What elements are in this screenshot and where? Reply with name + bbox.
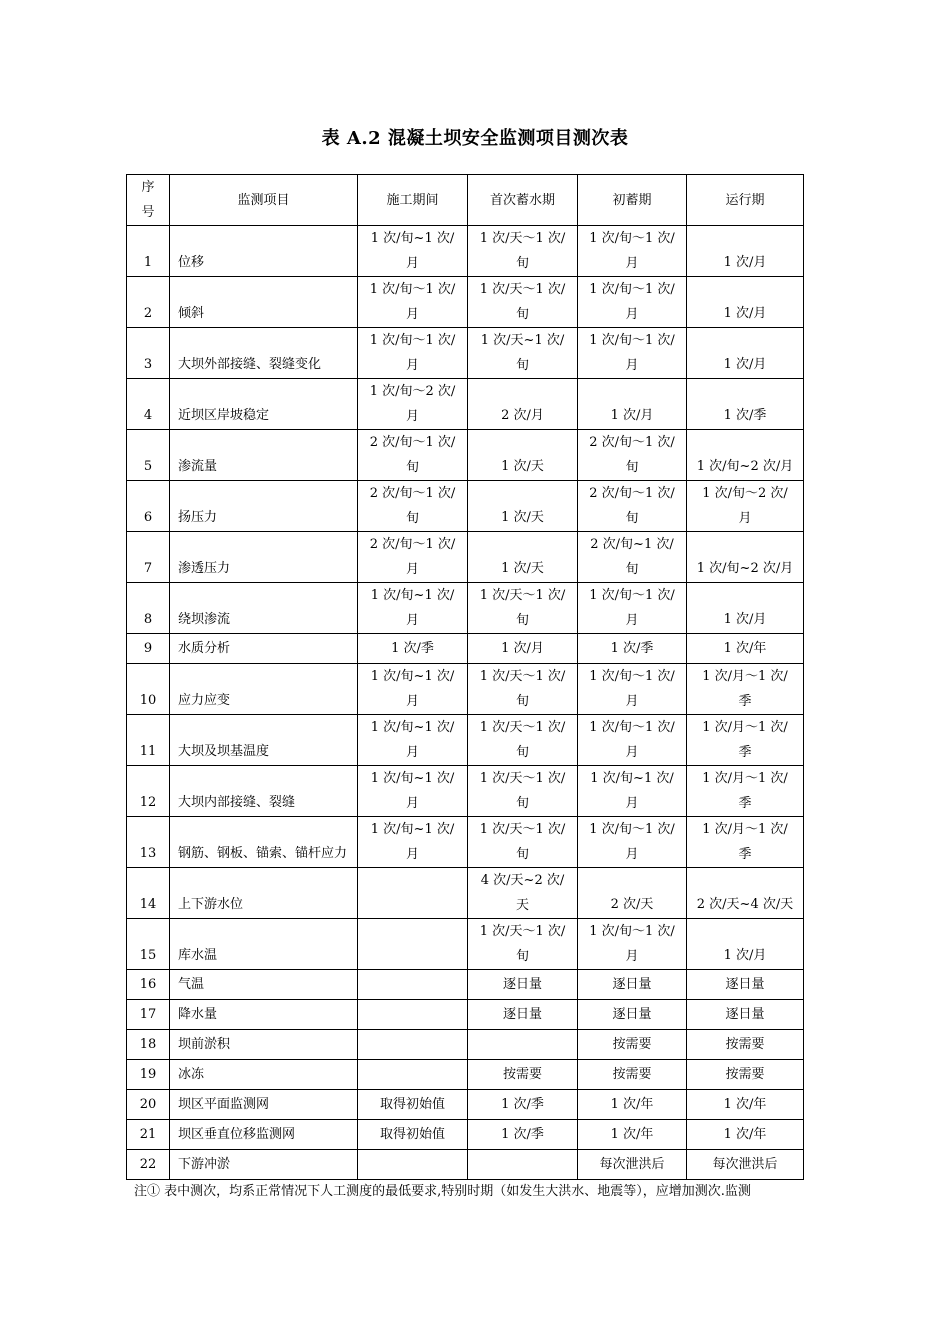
monitoring-item: 应力应变	[170, 664, 358, 715]
first-filling-frequency	[468, 766, 578, 817]
monitoring-item: 钢筋、钢板、锚索、锚杆应力	[170, 817, 358, 868]
initial-storage-frequency-line1: 2 次/旬～1 次/	[589, 486, 675, 501]
initial-storage-frequency-line2: 月	[625, 796, 639, 811]
construction-frequency-line1: 1 次/旬~1 次/	[370, 588, 455, 603]
table-row	[127, 664, 804, 715]
construction-frequency-line1: 2 次/旬～1 次/	[369, 435, 456, 450]
header-initial-storage: 初蓄期	[578, 175, 687, 226]
operation-frequency-value: 1 次/年	[723, 1127, 767, 1142]
initial-storage-frequency-line1: 2 次/旬～1 次/	[589, 435, 675, 450]
table-row	[127, 766, 804, 817]
initial-storage-frequency-line1: 1 次/旬～1 次/	[589, 924, 675, 939]
monitoring-item: 扬压力	[170, 481, 358, 532]
table-row	[127, 1120, 804, 1150]
first-filling-frequency-value: 逐日量	[502, 977, 542, 992]
table-row	[127, 817, 804, 868]
row-index: 2	[127, 277, 170, 328]
operation-frequency-line2: 季	[738, 847, 752, 862]
construction-frequency	[358, 1120, 468, 1150]
table-title: 表 A.2 混凝土坝安全监测项目测次表	[321, 128, 629, 149]
first-filling-frequency-line1: 1 次/天～1 次/	[479, 924, 566, 939]
monitoring-item: 坝区平面监测网	[170, 1090, 358, 1120]
first-filling-frequency	[468, 715, 578, 766]
construction-frequency-line1: 2 次/旬～1 次/	[369, 486, 456, 501]
first-filling-frequency-value: 1 次/季	[501, 1127, 544, 1142]
construction-frequency-line2: 旬	[405, 460, 419, 475]
first-filling-frequency	[468, 226, 578, 277]
first-filling-frequency-value: 逐日量	[502, 1007, 542, 1022]
construction-frequency	[358, 1030, 468, 1060]
construction-frequency-line2: 月	[405, 613, 419, 628]
first-filling-frequency-line2: 天	[515, 898, 529, 913]
header-index-line2: 号	[141, 205, 155, 220]
operation-frequency-line1: 1 次/月～1 次/	[702, 771, 788, 786]
initial-storage-frequency-line1: 1 次/旬～1 次/	[589, 588, 675, 603]
table-row	[127, 715, 804, 766]
first-filling-frequency-line2: 旬	[515, 613, 529, 628]
operation-frequency	[687, 532, 804, 583]
operation-frequency-value: 1 次/年	[723, 1097, 767, 1112]
monitoring-item: 降水量	[170, 1000, 358, 1030]
construction-frequency-line1: 1 次/旬~1 次/	[370, 822, 455, 837]
construction-frequency	[358, 1000, 468, 1030]
initial-storage-frequency	[578, 664, 687, 715]
initial-storage-frequency	[578, 715, 687, 766]
construction-frequency	[358, 379, 468, 430]
operation-frequency-value: 2 次/天~4 次/天	[696, 897, 794, 912]
construction-frequency-value: 取得初始值	[379, 1127, 445, 1142]
first-filling-frequency-line1: 4 次/天~2 次/	[480, 873, 565, 888]
construction-frequency-line2: 月	[405, 358, 419, 373]
first-filling-frequency	[468, 277, 578, 328]
first-filling-frequency-line1: 1 次/天～1 次/	[479, 669, 566, 684]
row-index: 16	[127, 970, 170, 1000]
initial-storage-frequency-line1: 1 次/旬～1 次/	[589, 231, 675, 246]
first-filling-frequency	[468, 919, 578, 970]
first-filling-frequency-value: 1 次/天	[501, 510, 544, 525]
first-filling-frequency-line2: 旬	[515, 796, 529, 811]
initial-storage-frequency	[578, 1090, 687, 1120]
table-row	[127, 868, 804, 919]
initial-storage-frequency-line1: 2 次/旬~1 次/	[590, 537, 674, 552]
monitoring-item: 坝区垂直位移监测网	[170, 1120, 358, 1150]
construction-frequency	[358, 715, 468, 766]
row-index: 6	[127, 481, 170, 532]
table-row	[127, 1030, 804, 1060]
construction-frequency-line1: 1 次/旬～1 次/	[369, 282, 456, 297]
initial-storage-frequency	[578, 583, 687, 634]
operation-frequency-value: 1 次/月	[723, 357, 767, 372]
initial-storage-frequency	[578, 226, 687, 277]
first-filling-frequency	[468, 1120, 578, 1150]
operation-frequency-value: 每次泄洪后	[712, 1157, 778, 1172]
operation-frequency-value: 1 次/旬~2 次/月	[696, 459, 794, 474]
table-row	[127, 481, 804, 532]
first-filling-frequency	[468, 379, 578, 430]
first-filling-frequency	[468, 634, 578, 664]
initial-storage-frequency	[578, 919, 687, 970]
first-filling-frequency	[468, 1060, 578, 1090]
operation-frequency-line2: 季	[738, 796, 752, 811]
table-row	[127, 919, 804, 970]
initial-storage-frequency-line2: 月	[625, 307, 639, 322]
initial-storage-frequency-value: 2 次/天	[610, 897, 654, 912]
construction-frequency	[358, 919, 468, 970]
construction-frequency-line2: 月	[405, 694, 419, 709]
initial-storage-frequency-value: 逐日量	[612, 977, 652, 992]
operation-frequency-line2: 季	[738, 745, 752, 760]
operation-frequency-line2: 月	[738, 511, 752, 526]
initial-storage-frequency	[578, 634, 687, 664]
first-filling-frequency	[468, 1150, 578, 1180]
construction-frequency-line1: 1 次/旬~1 次/	[370, 720, 455, 735]
operation-frequency	[687, 1120, 804, 1150]
initial-storage-frequency	[578, 481, 687, 532]
first-filling-frequency-line2: 旬	[515, 847, 529, 862]
construction-frequency	[358, 328, 468, 379]
operation-frequency	[687, 430, 804, 481]
construction-frequency	[358, 430, 468, 481]
first-filling-frequency	[468, 868, 578, 919]
operation-frequency-line2: 季	[738, 694, 752, 709]
initial-storage-frequency	[578, 817, 687, 868]
operation-frequency	[687, 715, 804, 766]
initial-storage-frequency	[578, 379, 687, 430]
footnote: 注① 表中测次，均系正常情况下人工测度的最低要求,特别时期（如发生大洪水、地震等），应增加测次.监测	[134, 1184, 751, 1199]
initial-storage-frequency	[578, 1120, 687, 1150]
table-row	[127, 328, 804, 379]
first-filling-frequency	[468, 817, 578, 868]
row-index: 1	[127, 226, 170, 277]
header-construction: 施工期间	[358, 175, 468, 226]
first-filling-frequency-line1: 1 次/天～1 次/	[479, 720, 566, 735]
first-filling-frequency-line2: 旬	[515, 694, 529, 709]
initial-storage-frequency-value: 按需要	[612, 1067, 652, 1082]
first-filling-frequency	[468, 1000, 578, 1030]
construction-frequency-line1: 1 次/旬~1 次/	[370, 231, 455, 246]
operation-frequency-line1: 1 次/月～1 次/	[702, 720, 788, 735]
operation-frequency	[687, 1000, 804, 1030]
monitoring-item: 库水温	[170, 919, 358, 970]
monitoring-item: 冰冻	[170, 1060, 358, 1090]
construction-frequency	[358, 766, 468, 817]
initial-storage-frequency	[578, 328, 687, 379]
first-filling-frequency-line2: 旬	[515, 256, 529, 271]
row-index: 15	[127, 919, 170, 970]
row-index: 13	[127, 817, 170, 868]
operation-frequency	[687, 277, 804, 328]
first-filling-frequency	[468, 583, 578, 634]
first-filling-frequency-value: 1 次/天	[501, 459, 544, 474]
operation-frequency	[687, 379, 804, 430]
initial-storage-frequency	[578, 430, 687, 481]
initial-storage-frequency-value: 逐日量	[612, 1007, 652, 1022]
first-filling-frequency-value: 1 次/季	[501, 1097, 544, 1112]
header-index-line1: 序	[141, 180, 155, 195]
initial-storage-frequency-line2: 月	[625, 847, 639, 862]
monitoring-item: 渗流量	[170, 430, 358, 481]
first-filling-frequency-value: 1 次/月	[501, 641, 544, 656]
construction-frequency	[358, 481, 468, 532]
monitoring-item: 上下游水位	[170, 868, 358, 919]
initial-storage-frequency	[578, 1060, 687, 1090]
construction-frequency	[358, 1060, 468, 1090]
table-row	[127, 226, 804, 277]
operation-frequency	[687, 328, 804, 379]
header-first-filling: 首次蓄水期	[468, 175, 578, 226]
first-filling-frequency	[468, 481, 578, 532]
initial-storage-frequency	[578, 277, 687, 328]
first-filling-frequency-line2: 旬	[515, 358, 529, 373]
operation-frequency-value: 逐日量	[725, 977, 765, 992]
operation-frequency	[687, 1090, 804, 1120]
initial-storage-frequency-value: 1 次/季	[610, 641, 654, 656]
initial-storage-frequency-value: 每次泄洪后	[599, 1157, 665, 1172]
monitoring-item: 位移	[170, 226, 358, 277]
first-filling-frequency-value: 按需要	[502, 1067, 542, 1082]
initial-storage-frequency-line2: 月	[625, 256, 639, 271]
row-index: 7	[127, 532, 170, 583]
construction-frequency-line1: 2 次/旬～1 次/	[369, 537, 456, 552]
row-index: 20	[127, 1090, 170, 1120]
table-row	[127, 1090, 804, 1120]
initial-storage-frequency-line2: 旬	[625, 511, 639, 526]
construction-frequency-value: 1 次/季	[391, 641, 434, 656]
construction-frequency	[358, 532, 468, 583]
first-filling-frequency	[468, 1030, 578, 1060]
table-row	[127, 277, 804, 328]
construction-frequency-line2: 旬	[405, 511, 419, 526]
table-row	[127, 532, 804, 583]
construction-frequency-line1: 1 次/旬～1 次/	[369, 333, 456, 348]
first-filling-frequency-line1: 1 次/天～1 次/	[479, 822, 566, 837]
table-row	[127, 634, 804, 664]
row-index: 19	[127, 1060, 170, 1090]
construction-frequency	[358, 970, 468, 1000]
construction-frequency-line2: 月	[405, 847, 419, 862]
table-row	[127, 583, 804, 634]
first-filling-frequency-line1: 1 次/天～1 次/	[479, 771, 566, 786]
first-filling-frequency-line1: 1 次/天～1 次/	[479, 588, 566, 603]
operation-frequency-value: 1 次/旬~2 次/月	[696, 561, 794, 576]
operation-frequency	[687, 634, 804, 664]
construction-frequency	[358, 583, 468, 634]
first-filling-frequency-line2: 旬	[515, 307, 529, 322]
initial-storage-frequency-line1: 1 次/旬～1 次/	[589, 720, 675, 735]
header-item: 监测项目	[170, 175, 358, 226]
row-index: 11	[127, 715, 170, 766]
initial-storage-frequency-line1: 1 次/旬～1 次/	[589, 333, 675, 348]
table-body	[127, 175, 804, 1180]
first-filling-frequency-line1: 1 次/天～1 次/	[479, 231, 566, 246]
table-row	[127, 970, 804, 1000]
first-filling-frequency-line1: 1 次/天～1 次/	[479, 282, 566, 297]
operation-frequency-value: 1 次/月	[723, 612, 767, 627]
initial-storage-frequency-value: 按需要	[612, 1037, 652, 1052]
operation-frequency-value: 逐日量	[725, 1007, 765, 1022]
construction-frequency	[358, 817, 468, 868]
construction-frequency	[358, 226, 468, 277]
operation-frequency-value: 按需要	[725, 1037, 765, 1052]
initial-storage-frequency	[578, 1030, 687, 1060]
construction-frequency-value: 取得初始值	[379, 1097, 445, 1112]
row-index: 18	[127, 1030, 170, 1060]
header-row	[127, 175, 804, 226]
row-index: 4	[127, 379, 170, 430]
initial-storage-frequency	[578, 868, 687, 919]
initial-storage-frequency-line2: 月	[625, 949, 639, 964]
initial-storage-frequency-line2: 月	[625, 613, 639, 628]
construction-frequency-line2: 月	[405, 307, 419, 322]
row-index: 14	[127, 868, 170, 919]
construction-frequency-line1: 1 次/旬~1 次/	[370, 669, 455, 684]
initial-storage-frequency-line2: 旬	[625, 460, 639, 475]
operation-frequency-value: 1 次/月	[723, 948, 767, 963]
initial-storage-frequency	[578, 970, 687, 1000]
operation-frequency	[687, 766, 804, 817]
operation-frequency-line1: 1 次/月～1 次/	[702, 822, 788, 837]
table-row	[127, 1000, 804, 1030]
construction-frequency	[358, 1090, 468, 1120]
row-index: 9	[127, 634, 170, 664]
table-row	[127, 379, 804, 430]
construction-frequency-line1: 1 次/旬～2 次/	[369, 384, 456, 399]
table-row	[127, 1060, 804, 1090]
monitoring-item: 下游冲淤	[170, 1150, 358, 1180]
initial-storage-frequency	[578, 1000, 687, 1030]
first-filling-frequency-line2: 旬	[515, 745, 529, 760]
initial-storage-frequency-line2: 旬	[625, 562, 639, 577]
initial-storage-frequency-line1: 1 次/旬~1 次/	[590, 771, 674, 786]
construction-frequency-line2: 月	[405, 745, 419, 760]
operation-frequency-line1: 1 次/月～1 次/	[702, 669, 788, 684]
initial-storage-frequency-value: 1 次/年	[610, 1127, 654, 1142]
operation-frequency	[687, 481, 804, 532]
row-index: 3	[127, 328, 170, 379]
table-row	[127, 1150, 804, 1180]
monitoring-item: 大坝外部接缝、裂缝变化	[170, 328, 358, 379]
first-filling-frequency	[468, 664, 578, 715]
monitoring-item: 坝前淤积	[170, 1030, 358, 1060]
first-filling-frequency-value: 1 次/天	[501, 561, 544, 576]
construction-frequency-line2: 月	[405, 256, 419, 271]
row-index: 21	[127, 1120, 170, 1150]
monitoring-item: 气温	[170, 970, 358, 1000]
operation-frequency	[687, 970, 804, 1000]
construction-frequency-line2: 月	[405, 796, 419, 811]
initial-storage-frequency-line1: 1 次/旬～1 次/	[589, 669, 675, 684]
monitoring-item: 大坝及坝基温度	[170, 715, 358, 766]
monitoring-item: 大坝内部接缝、裂缝	[170, 766, 358, 817]
initial-storage-frequency-line2: 月	[625, 694, 639, 709]
initial-storage-frequency-value: 1 次/月	[610, 408, 654, 423]
initial-storage-frequency-line2: 月	[625, 745, 639, 760]
construction-frequency	[358, 277, 468, 328]
first-filling-frequency-value: 2 次/月	[501, 408, 544, 423]
initial-storage-frequency	[578, 532, 687, 583]
first-filling-frequency-line2: 旬	[515, 949, 529, 964]
first-filling-frequency	[468, 1090, 578, 1120]
operation-frequency	[687, 817, 804, 868]
monitoring-item: 近坝区岸坡稳定	[170, 379, 358, 430]
operation-frequency-value: 1 次/季	[723, 408, 767, 423]
operation-frequency	[687, 583, 804, 634]
first-filling-frequency	[468, 430, 578, 481]
initial-storage-frequency-line1: 1 次/旬～1 次/	[589, 282, 675, 297]
row-index: 22	[127, 1150, 170, 1180]
construction-frequency	[358, 1150, 468, 1180]
operation-frequency-value: 1 次/年	[723, 641, 767, 656]
operation-frequency	[687, 868, 804, 919]
row-index: 5	[127, 430, 170, 481]
operation-frequency-line1: 1 次/旬～2 次/	[702, 486, 788, 501]
construction-frequency	[358, 664, 468, 715]
monitoring-item: 渗透压力	[170, 532, 358, 583]
row-index: 8	[127, 583, 170, 634]
row-index: 10	[127, 664, 170, 715]
initial-storage-frequency-value: 1 次/年	[610, 1097, 654, 1112]
operation-frequency-value: 按需要	[725, 1067, 765, 1082]
operation-frequency	[687, 664, 804, 715]
first-filling-frequency	[468, 970, 578, 1000]
construction-frequency-line2: 月	[405, 409, 419, 424]
initial-storage-frequency	[578, 1150, 687, 1180]
monitoring-frequency-table	[126, 174, 804, 1180]
first-filling-frequency-line1: 1 次/天~1 次/	[480, 333, 565, 348]
construction-frequency-line2: 月	[405, 562, 419, 577]
first-filling-frequency	[468, 328, 578, 379]
first-filling-frequency	[468, 532, 578, 583]
construction-frequency	[358, 634, 468, 664]
operation-frequency-value: 1 次/月	[723, 255, 767, 270]
row-index: 12	[127, 766, 170, 817]
operation-frequency	[687, 1060, 804, 1090]
construction-frequency-line1: 1 次/旬~1 次/	[370, 771, 455, 786]
operation-frequency	[687, 226, 804, 277]
monitoring-item: 倾斜	[170, 277, 358, 328]
operation-frequency	[687, 919, 804, 970]
table-row	[127, 430, 804, 481]
header-index	[127, 175, 170, 226]
operation-frequency	[687, 1030, 804, 1060]
construction-frequency	[358, 868, 468, 919]
monitoring-item: 绕坝渗流	[170, 583, 358, 634]
operation-frequency-value: 1 次/月	[723, 306, 767, 321]
row-index: 17	[127, 1000, 170, 1030]
initial-storage-frequency-line1: 1 次/旬～1 次/	[589, 822, 675, 837]
initial-storage-frequency	[578, 766, 687, 817]
header-operation: 运行期	[687, 175, 804, 226]
initial-storage-frequency-line2: 月	[625, 358, 639, 373]
operation-frequency	[687, 1150, 804, 1180]
monitoring-item: 水质分析	[170, 634, 358, 664]
